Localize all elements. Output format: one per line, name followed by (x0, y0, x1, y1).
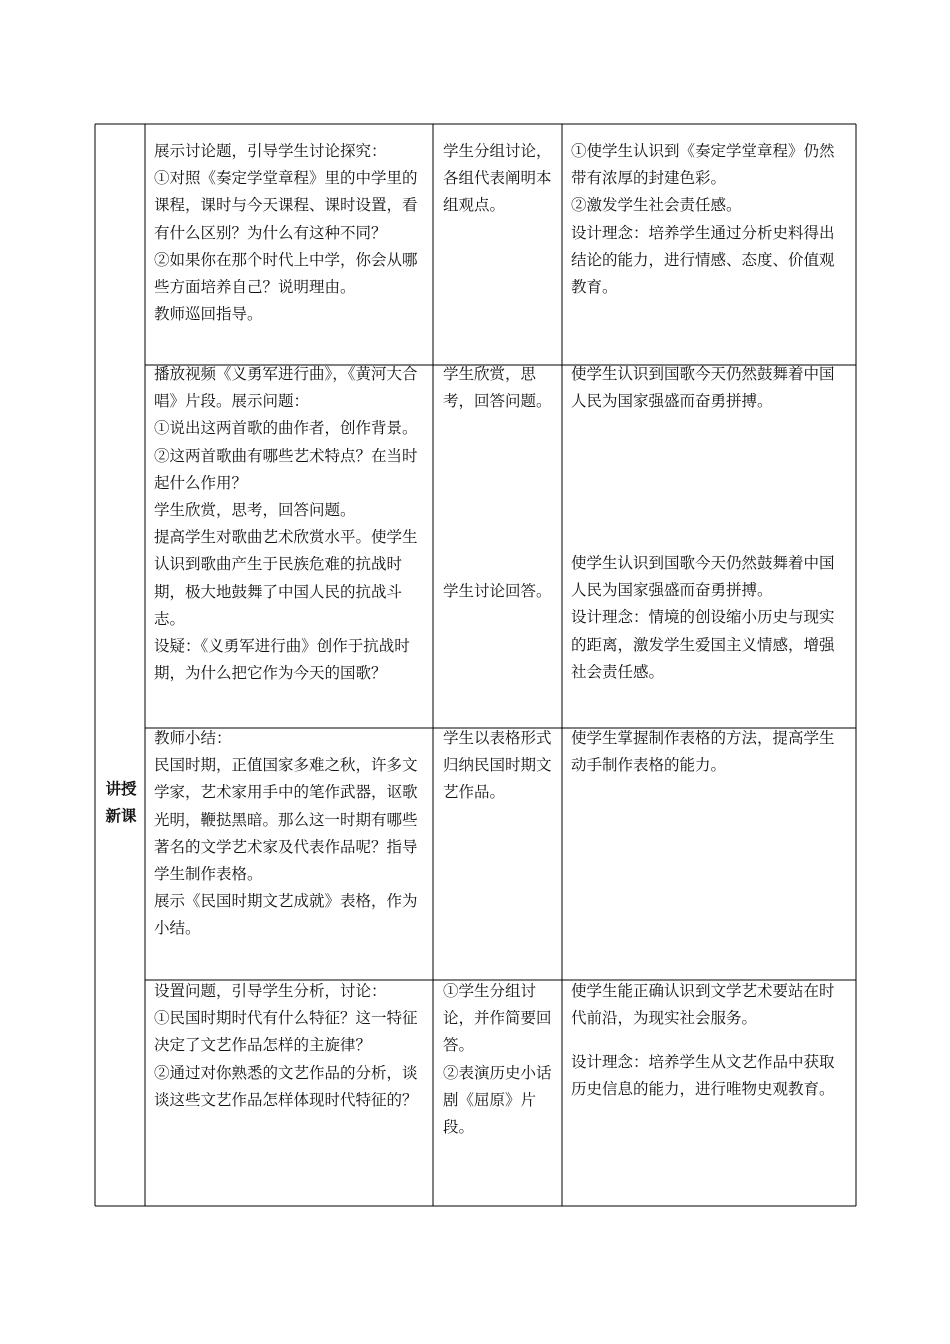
design-intent-3: 使学生掌握制作表格的方法，提高学生动手制作表格的能力。 (571, 729, 835, 775)
teacher-activity-2: 播放视频《义勇军进行曲》，《黄河大合唱》片段。展示问题： ①说出这两首歌的曲作者，创作背景。 ②这两首歌曲有哪些艺术特点？在当时起什么作用？ 学生欣赏，思考，回答问题。 提高学生对歌曲艺术欣赏水平。使学生认识到歌曲产生于民族危难的抗战时期，极大地鼓舞了中国人民的抗战斗志。 设疑：《义勇军进行曲》创作于抗战时期，为什么把它作为今天的国歌？ (154, 365, 418, 683)
design-intent-2b: 使学生认识到国歌今天仍然鼓舞着中国人民为国家强盛而奋勇拼搏。 设计理念：情境的创设缩小历史与现实的距离，激发学生爱国主义情感，增强社会责任感。 (571, 554, 835, 681)
section-label: 讲授 新课 (105, 780, 137, 825)
teacher-activity-4: 设置问题，引导学生分析，讨论： ①民国时期时代有什么特征？这一特征决定了文艺作品怎样的主旋律？ ②通过对你熟悉的文艺作品的分析，谈谈这些文艺作品怎样体现时代特征的？ (154, 982, 418, 1109)
design-intent-4a: 使学生能正确认识到文学艺术要站在时代前沿，为现实社会服务。 (571, 982, 835, 1028)
teacher-activity-3: 教师小结： 民国时期，正值国家多难之秋，许多文学家，艺术家用手中的笔作武器，讴歌光明，鞭挞黑暗。那么这一时期有哪些著名的文学艺术家及代表作品呢？指导学生制作表格。 展示《民国时期文艺成就》表格，作为小结。 (154, 729, 418, 938)
student-activity-2a: 学生欣赏，思考，回答问题。 (443, 365, 552, 411)
design-intent-2a: 使学生认识到国歌今天仍然鼓舞着中国人民为国家强盛而奋勇拼搏。 (571, 365, 835, 411)
student-activity-3: 学生以表格形式归纳民国时期文艺作品。 (443, 729, 552, 802)
design-intent-1: ①使学生认识到《奏定学堂章程》仍然带有浓厚的封建色彩。 ②激发学生社会责任感。 设计理念：培养学生通过分析史料得出结论的能力，进行情感、态度、价值观教育。 (571, 142, 835, 297)
teacher-activity-1: 展示讨论题，引导学生讨论探究： ①对照《奏定学堂章程》里的中学里的课程，课时与今天课程、课时设置，看有什么区别？为什么有这种不同？ ②如果你在那个时代上中学，你会从哪些方面培养自己？说明理由。 教师巡回指导。 (154, 142, 418, 324)
student-activity-2b: 学生讨论回答。 (443, 582, 552, 600)
student-activity-4: ①学生分组讨论，并作简要回答。 ②表演历史小话剧《屈原》片段。 (443, 982, 552, 1137)
student-activity-1: 学生分组讨论，各组代表阐明本组观点。 (443, 142, 552, 215)
design-intent-4b: 设计理念：培养学生从文艺作品中获取历史信息的能力，进行唯物史观教育。 (571, 1053, 835, 1099)
